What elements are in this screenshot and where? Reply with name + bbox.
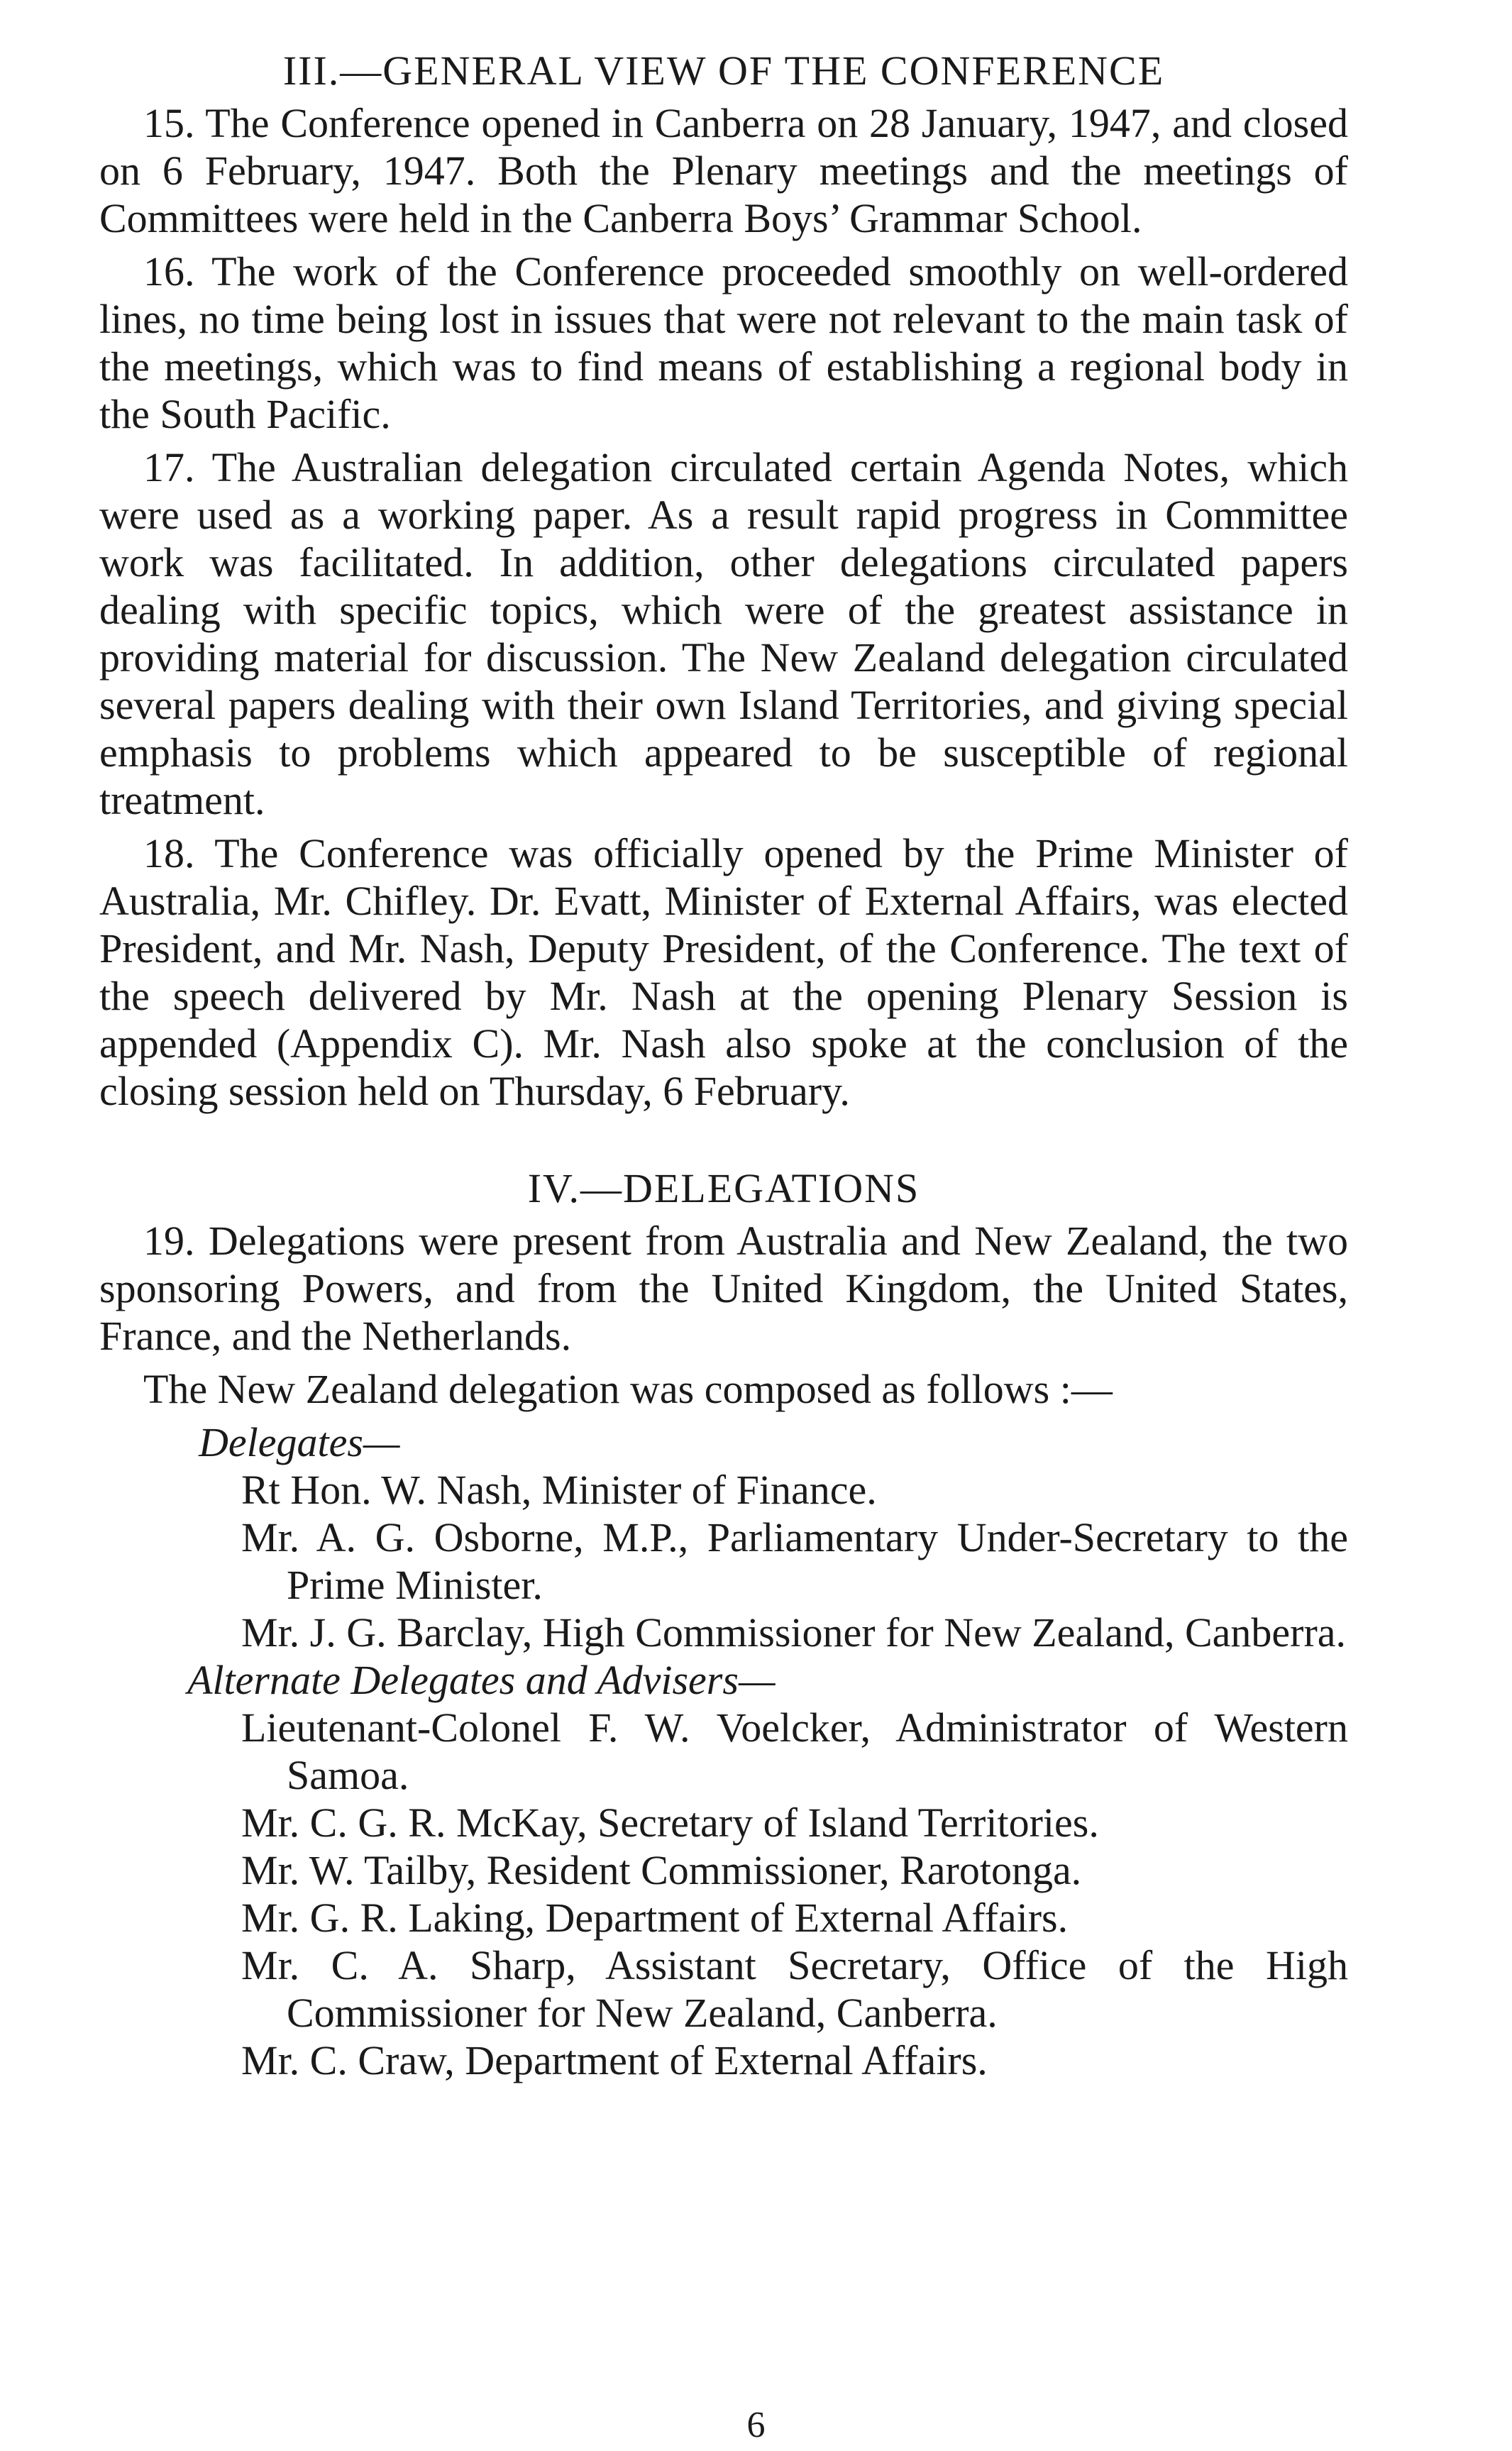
delegate-item: Mr. A. G. Osborne, M.P., Parliamentary Under-Secretary to the Prime Minister. [241, 1514, 1348, 1608]
alternates-label: Alternate Delegates and Advisers— [187, 1657, 776, 1703]
delegate-item: Rt Hon. W. Nash, Minister of Finance. [241, 1467, 877, 1513]
alternate-item: Mr. C. Craw, Department of External Affairs. [241, 2037, 988, 2083]
section-spacer [99, 1120, 1348, 1160]
delegates-list [99, 1466, 1348, 1656]
alternate-item: Mr. C. A. Sharp, Assistant Secretary, Office of the High Commissioner for New Zealand, Canberra. [241, 1942, 1348, 2036]
alternate-item: Mr. W. Tailby, Resident Commissioner, Rarotonga. [241, 1847, 1082, 1893]
composition-intro: The New Zealand delegation was composed as follows :— [143, 1366, 1113, 1412]
paragraph-15: 15. The Conference opened in Canberra on 28 January, 1947, and closed on 6 February, 1947. Both the Plenary meetings and the meetings of Committees were held in the Canberra Boys’ Grammar School. [99, 100, 1348, 241]
document-page [99, 43, 1348, 2084]
paragraph-17: 17. The Australian delegation circulated certain Agenda Notes, which were used as a working paper. As a result rapid progress in Committee work was facilitated. In addition, other delegations circulated papers dealing with specific topics, which were of the greatest assistance in providing material for discussion. The New Zealand delegation circulated several papers dealing with their own Island Territories, and giving special emphasis to problems which appeared to be susceptible of regional treatment. [99, 444, 1348, 823]
delegates-label: Delegates— [199, 1419, 400, 1465]
alternate-item: Mr. C. G. R. McKay, Secretary of Island Territories. [241, 1800, 1099, 1846]
paragraph-18: 18. The Conference was officially opened by the Prime Minister of Australia, Mr. Chifley. Dr. Evatt, Minister of External Affairs, was elected President, and Mr. Nash, Deputy President, of the Conference. The text of the speech delivered by Mr. Nash at the opening Plenary Session is appended (Appendix C). Mr. Nash also spoke at the conclusion of the closing session held on Thursday, 6 February. [99, 830, 1348, 1114]
alternate-item: Mr. G. R. Laking, Department of External Affairs. [241, 1895, 1069, 1941]
delegate-item: Mr. J. G. Barclay, High Commissioner for New Zealand, Canberra. [241, 1609, 1347, 1656]
section-heading-general-view: III.—GENERAL VIEW OF THE CONFERENCE [282, 48, 1165, 94]
section-heading-delegations: IV.—DELEGATIONS [527, 1165, 920, 1211]
page-number: 6 [746, 2405, 766, 2445]
paragraph-16: 16. The work of the Conference proceeded smoothly on well-ordered lines, no time being lost in issues that were not relevant to the main task of the meetings, which was to find means of establishing a regional body in the South Pacific. [99, 248, 1348, 437]
alternates-list [99, 1704, 1348, 2084]
alternate-item: Lieutenant-Colonel F. W. Voelcker, Administrator of Western Samoa. [241, 1704, 1348, 1798]
paragraph-19: 19. Delegations were present from Australia and New Zealand, the two sponsoring Powers, and from the United Kingdom, the United States, France, and the Netherlands. [99, 1218, 1348, 1359]
